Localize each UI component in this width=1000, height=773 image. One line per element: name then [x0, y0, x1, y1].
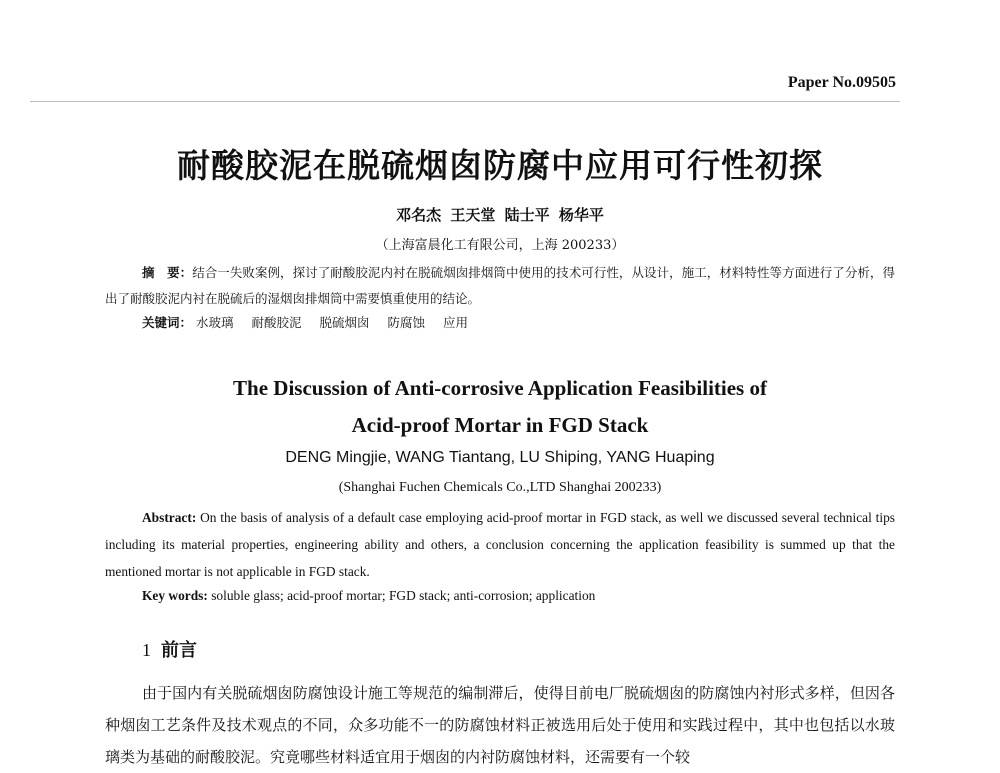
section-body-text: 由于国内有关脱硫烟囱防腐蚀设计施工等规范的编制滞后，使得目前电厂脱硫烟囱的防腐蚀内衬形式多样，但因各种烟囱工艺条件及技术观点的不同，众多功能不一的防腐蚀材料正被选用后处于使用和实践过程中，其中也包括以水玻璃类为基础的耐酸胶泥。究竟哪些材料适宜用于烟囱的内衬防腐蚀材料，还需要有一个较 — [105, 684, 895, 766]
english-authors: DENG Mingjie, WANG Tiantang, LU Shiping, YANG Huaping — [285, 449, 715, 466]
chinese-abstract-text: 结合一失败案例，探讨了耐酸胶泥内衬在脱硫烟囱排烟筒中使用的技术可行性，从设计，施工，材料特性等方面进行了分析，得出了耐酸胶泥内衬在脱硫后的湿烟囱排烟筒中需要慎重使用的结论。 — [105, 265, 895, 306]
chinese-keyword: 水玻璃 — [196, 315, 234, 330]
chinese-keyword: 应用 — [443, 315, 469, 330]
english-keywords-label: Key words: — [142, 588, 208, 603]
english-keywords-text: soluble glass; acid-proof mortar; FGD stack; anti-corrosion; application — [211, 588, 596, 603]
english-abstract-label: Abstract: — [142, 510, 197, 525]
section-number: 1 — [142, 640, 151, 660]
header-rule — [30, 101, 900, 102]
chinese-authors: 邓名杰 王天堂 陆士平 杨华平 — [396, 206, 604, 224]
chinese-abstract-label: 摘 要： — [142, 265, 193, 280]
english-abstract-text: On the basis of analysis of a default case employing acid-proof mortar in FGD stack, as well we discussed several technical tips including its material properties, engineering ability and others, a conclusion concerning the application feasibility is summed up that the mentioned mortar is not applicable in FGD stack. — [105, 510, 895, 579]
chinese-keywords — [142, 313, 482, 331]
paper-number: Paper No.09505 — [787, 74, 896, 91]
section-title: 前言 — [161, 640, 197, 661]
chinese-title: 耐酸胶泥在脱硫烟囱防腐中应用可行性初探 — [177, 146, 823, 185]
chinese-affiliation: （上海富晨化工有限公司，上海 200233） — [375, 238, 625, 253]
english-abstract — [105, 504, 895, 585]
chinese-keywords-label: 关键词： — [142, 315, 193, 330]
chinese-abstract — [105, 260, 895, 312]
chinese-keyword: 脱硫烟囱 — [319, 315, 370, 330]
english-title — [0, 370, 1000, 444]
chinese-keyword: 耐酸胶泥 — [251, 315, 302, 330]
english-title-line-1: The Discussion of Anti-corrosive Application Feasibilities of — [233, 376, 767, 400]
section-heading — [142, 636, 197, 662]
english-title-line-2: Acid-proof Mortar in FGD Stack — [351, 413, 649, 437]
english-affiliation: (Shanghai Fuchen Chemicals Co.,LTD Shanghai 200233) — [338, 480, 662, 495]
chinese-keyword: 防腐蚀 — [387, 315, 426, 330]
english-keywords — [142, 588, 595, 604]
